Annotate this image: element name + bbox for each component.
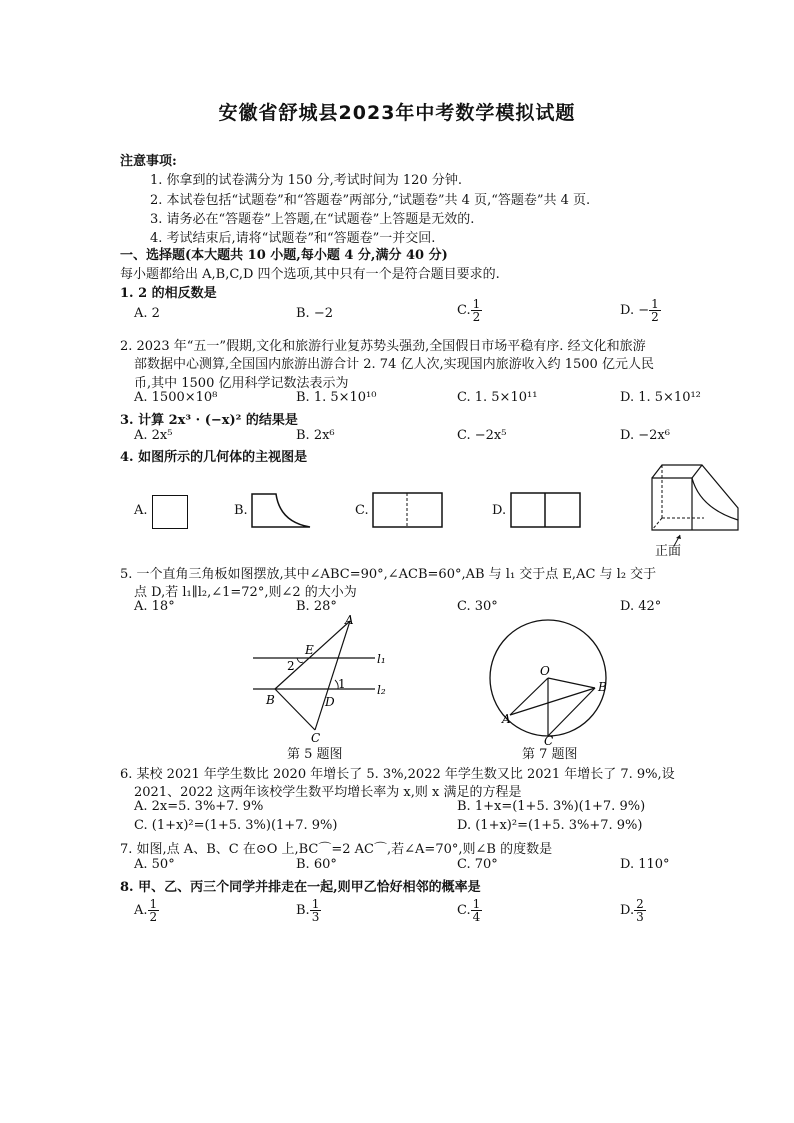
q7-label-b: B [598, 680, 607, 694]
q4-option-d-shape [510, 492, 582, 530]
q3-option-d: D. −2x⁶ [620, 428, 670, 443]
q1-option-b: B. −2 [296, 306, 333, 321]
q4-option-a-label: A. [134, 503, 148, 518]
q7-stem: 7. 如图,点 A、B、C 在⊙O 上,BC⌒=2 AC⌒,若∠A=70°,则∠B 的度数是 [120, 842, 553, 857]
q3-option-c: C. −2x⁵ [457, 428, 507, 443]
q6-option-b: B. 1+x=(1+5. 3%)(1+7. 9%) [457, 799, 646, 814]
q7-figure [488, 615, 618, 745]
q4-stem: 4. 如图所示的几何体的主视图是 [120, 450, 308, 465]
q4-option-b-label: B. [234, 503, 248, 518]
section-heading: 一、选择题(本大题共 10 小题,每小题 4 分,满分 40 分) [120, 248, 448, 263]
page-title: 安徽省舒城县2023年中考数学模拟试题 [218, 102, 576, 124]
q5-option-c: C. 30° [457, 599, 498, 614]
q5-label-b: B [266, 693, 275, 707]
note-item: 4. 考试结束后,请将“试题卷”和“答题卷”一并交回. [150, 231, 436, 246]
q5-line: 点 D,若 l₁∥l₂,∠1=72°,则∠2 的大小为 [134, 585, 357, 600]
q5-line: 5. 一个直角三角板如图摆放,其中∠ABC=90°,∠ACB=60°,AB 与 l₁ 交于点 E,AC 与 l₂ 交于 [120, 567, 657, 582]
q5-label-e: E [305, 643, 314, 657]
q7-option-b: B. 60° [296, 857, 337, 872]
notes-heading: 注意事项: [120, 154, 177, 169]
q6-line: 2021、2022 这两年该校学生数平均增长率为 x,则 x 满足的方程是 [134, 785, 522, 800]
q5-label-l2: l₂ [377, 683, 386, 697]
q1-stem: 1. 2 的相反数是 [120, 286, 217, 301]
q3-option-a: A. 2x⁵ [134, 428, 173, 443]
q5-label-l1: l₁ [377, 652, 386, 666]
q1-option-d: D. − $\frac{1}{2}$ [620, 297, 659, 324]
q8-stem: 8. 甲、乙、丙三个同学并排走在一起,则甲乙恰好相邻的概率是 [120, 880, 481, 895]
q4-option-c-shape [372, 492, 444, 530]
q7-option-a: A. 50° [134, 857, 175, 872]
q4-option-a-square [152, 495, 188, 529]
q2-line: 2. 2023 年“五一”假期,文化和旅游行业复苏势头强劲,全国假日市场平稳有序. 经文化和旅游 [120, 339, 646, 354]
q2-option-d: D. 1. 5×10¹² [620, 390, 701, 405]
q5-label-a: A [345, 614, 354, 627]
q2-option-c: C. 1. 5×10¹¹ [457, 390, 538, 405]
q5-label-1: 1 [338, 677, 346, 691]
q6-option-d: D. (1+x)²=(1+5. 3%+7. 9%) [457, 818, 643, 833]
q3-option-b: B. 2x⁶ [296, 428, 335, 443]
q8-option-b: B. $\frac{1}{3}$ [296, 897, 320, 924]
q7-option-c: C. 70° [457, 857, 498, 872]
q2-option-a: A. 1500×10⁸ [134, 390, 218, 405]
q4-option-c-label: C. [355, 503, 369, 518]
q2-option-b: B. 1. 5×10¹⁰ [296, 390, 377, 405]
q5-label-2: 2 [287, 659, 295, 673]
q5-option-a: A. 18° [134, 599, 175, 614]
q4-option-d-label: D. [492, 503, 507, 518]
q4-front-label: 正面 [655, 544, 682, 559]
q5-option-d: D. 42° [620, 599, 662, 614]
q3-stem: 3. 计算 2x³ · (−x)² 的结果是 [120, 413, 298, 428]
q2-line: 币,其中 1500 亿用科学记数法表示为 [134, 376, 349, 391]
q8-option-a: A. $\frac{1}{2}$ [134, 897, 158, 924]
q1-option-c: C. $\frac{1}{2}$ [457, 297, 481, 324]
q7-label-o: O [540, 664, 550, 678]
note-item: 3. 请务必在“答题卷”上答题,在“试题卷”上答题是无效的. [150, 212, 475, 227]
q4-option-b-shape [250, 492, 312, 530]
note-item: 2. 本试卷包括“试题卷”和“答题卷”两部分,“试题卷”共 4 页,“答题卷”共 4 页. [150, 193, 591, 208]
note-item: 1. 你拿到的试卷满分为 150 分,考试时间为 120 分钟. [150, 173, 462, 188]
q5-figure [245, 614, 395, 744]
q5-label-c: C [311, 731, 321, 744]
q7-figure-caption: 第 7 题图 [522, 747, 578, 762]
q5-label-d: D [325, 695, 335, 709]
q6-line: 6. 某校 2021 年学生数比 2020 年增长了 5. 3%,2022 年学生数又比 2021 年增长了 7. 9%,设 [120, 767, 675, 782]
q7-label-a: A [502, 712, 511, 726]
q8-option-c: C. $\frac{1}{4}$ [457, 897, 481, 924]
q6-option-a: A. 2x=5. 3%+7. 9% [134, 799, 264, 814]
q8-option-d: D. $\frac{2}{3}$ [620, 897, 644, 924]
q7-label-c: C [544, 734, 554, 745]
q6-option-c: C. (1+x)²=(1+5. 3%)(1+7. 9%) [134, 818, 338, 833]
section-intro: 每小题都给出 A,B,C,D 四个选项,其中只有一个是符合题目要求的. [120, 267, 500, 282]
q2-line: 部数据中心测算,全国国内旅游出游合计 2. 74 亿人次,实现国内旅游收入约 1500 亿元人民 [134, 357, 654, 372]
q7-option-d: D. 110° [620, 857, 670, 872]
q1-option-a: A. 2 [134, 306, 160, 321]
q5-figure-caption: 第 5 题图 [287, 747, 343, 762]
q5-option-b: B. 28° [296, 599, 337, 614]
